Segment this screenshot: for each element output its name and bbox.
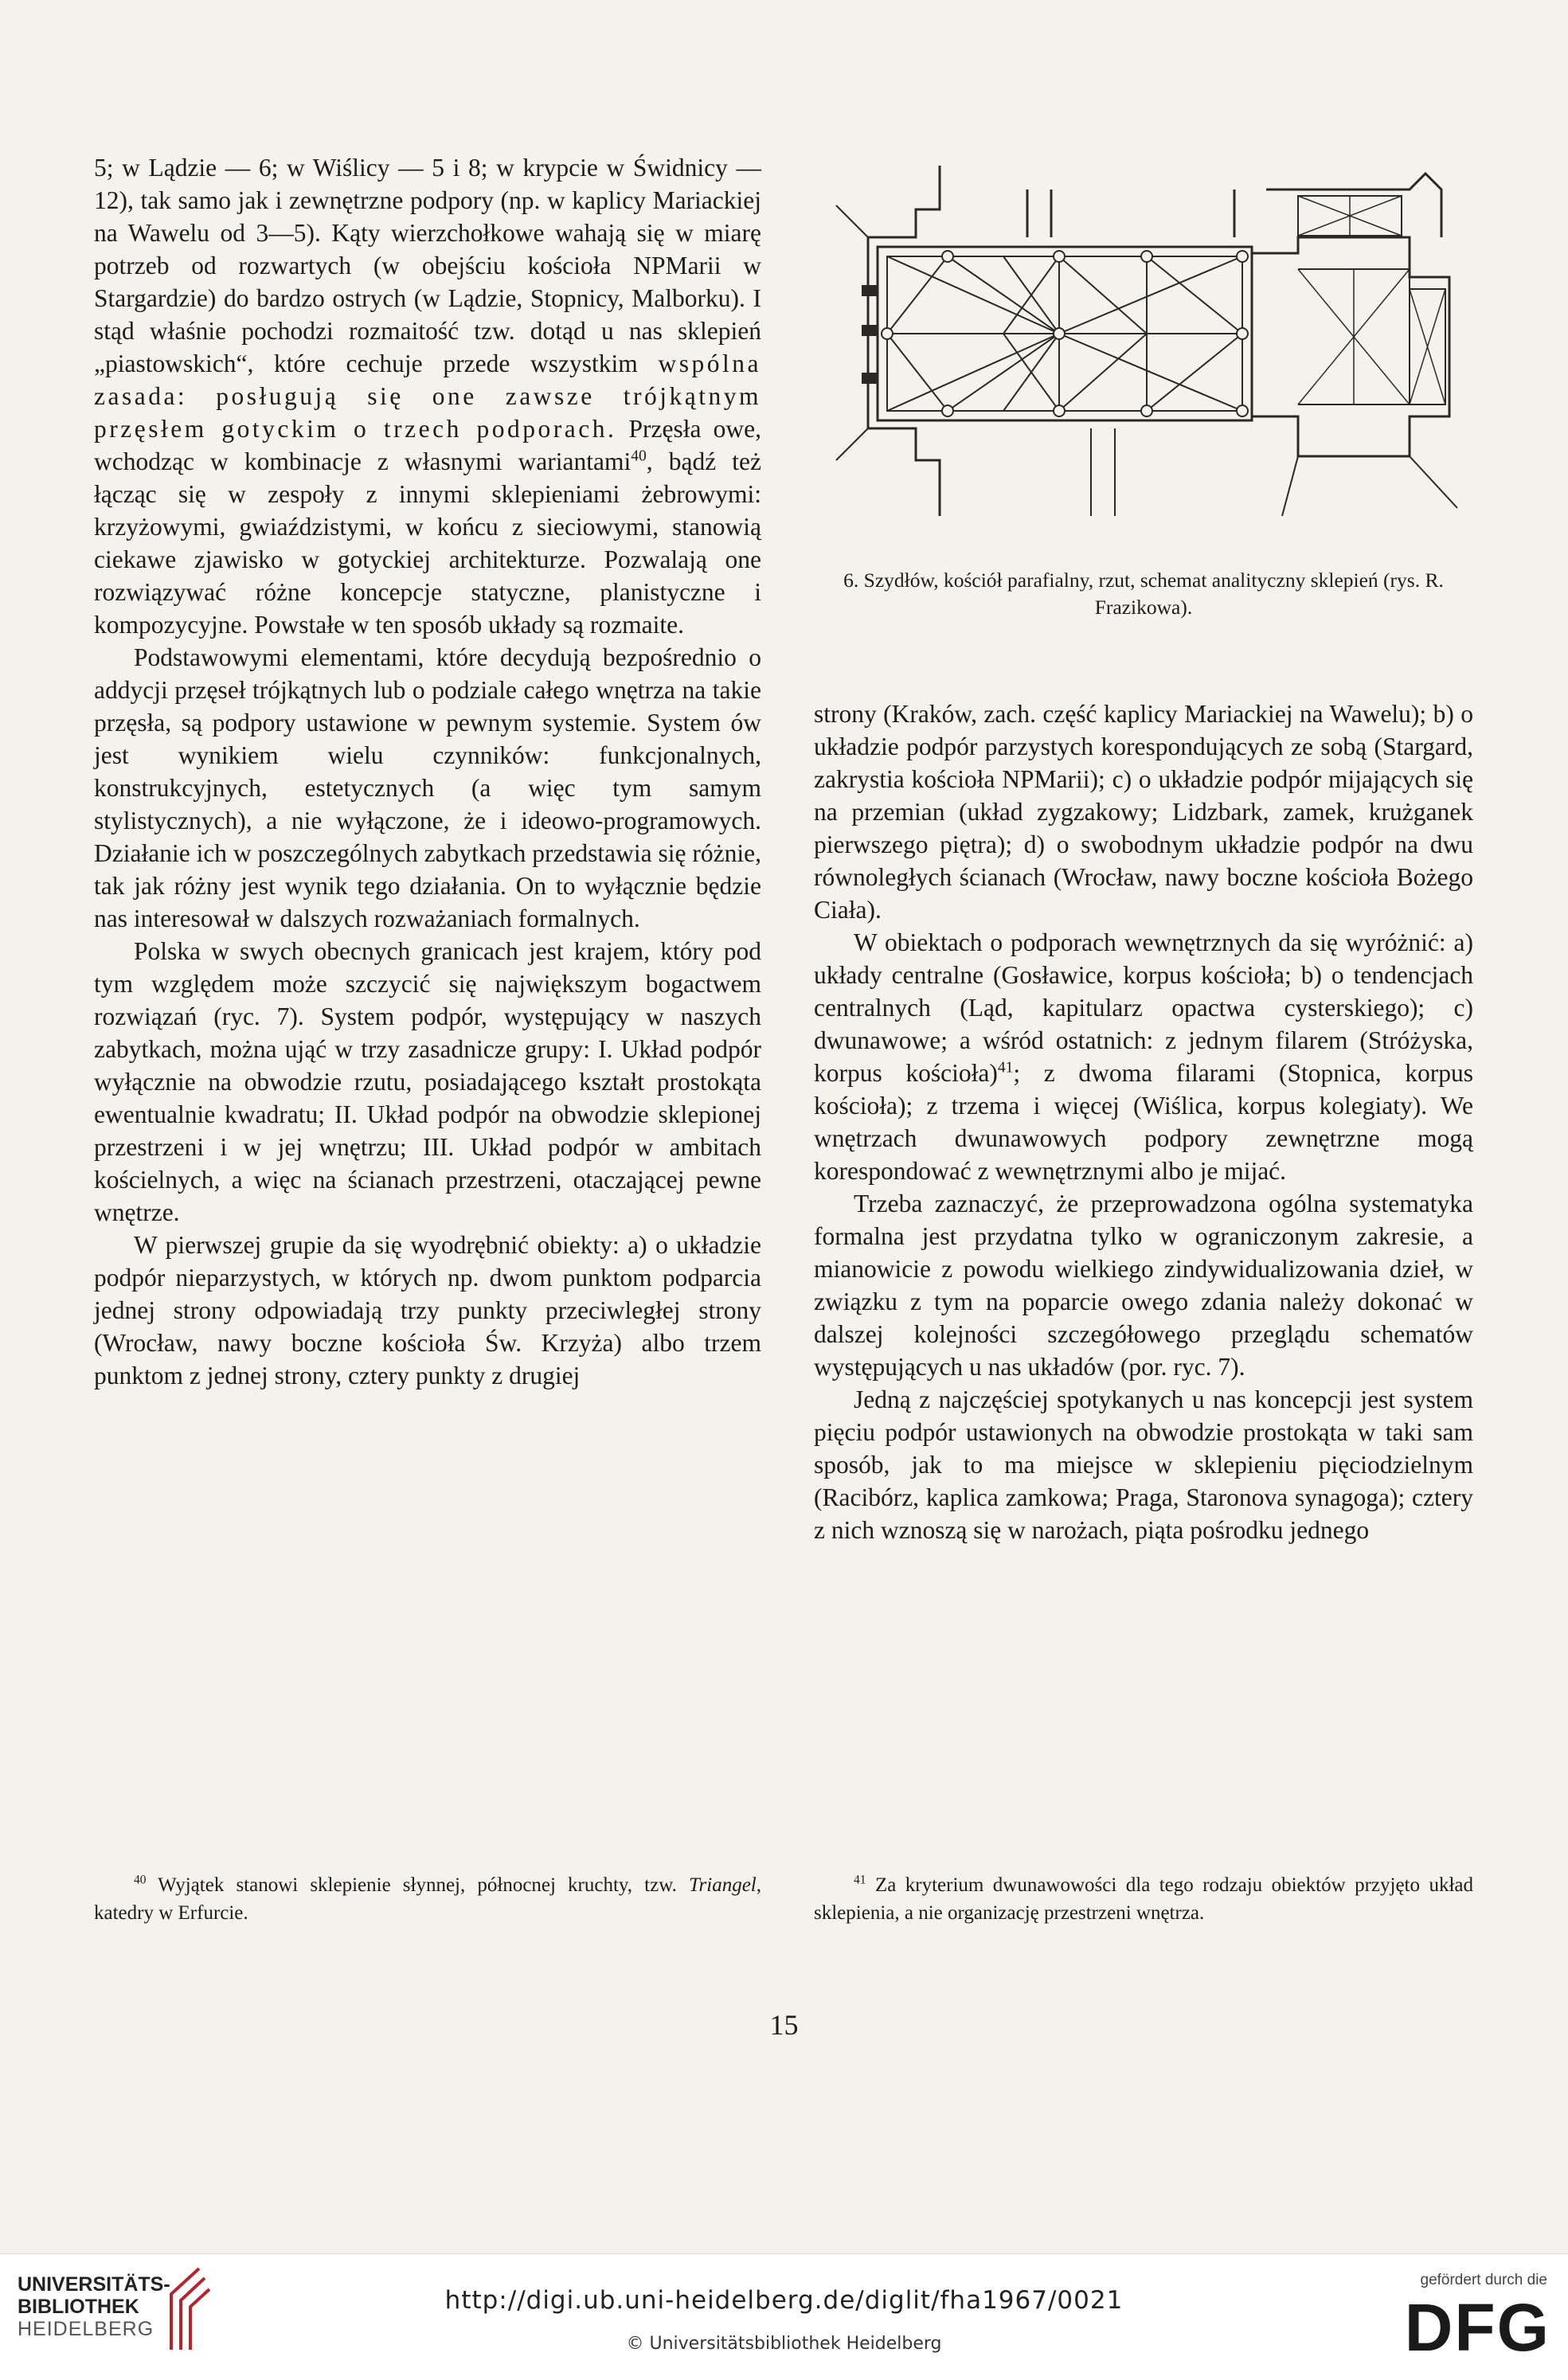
paragraph: Podstawowymi elementami, które decydują bezpośrednio o addycji przęseł trójkątnych lub o podziale całego wnętrza na takie przęsła, są podpory ustawione w pewnym systemie. System ów jest wynikiem wielu czynników: funkcjonalnych, konstrukcyjnych, estetycznych (a więc tym samym stylistycznych), a nie wyłączone, że i ideowo-programowych. Działanie ich w poszczególnych zabytkach przedstawia się różnie, tak jak różny jest wynik tego działania. On to wyłącznie będzie nas interesował w dalszych rozważaniach formalnych. [94,643,761,932]
footnote-ref-41[interactable]: 41 [997,1059,1014,1077]
floor-plan-figure [820,142,1473,540]
paragraph: W pierwszej grupie da się wyodrębnić obiekty: a) o układzie podpór nieparzystych, w których np. dwom punktom podparcia jednej strony odpowiadają trzy punkty przeciwległej strony (Wrocław, nawy boczne kościoła Św. Krzyża) albo trzem punktom z jednej strony, cztery punkty z drugiej [94,1231,761,1389]
copyright-notice: © Universitätsbibliothek Heidelberg [626,2334,942,2354]
library-name[interactable]: UNIVERSITÄTS- BIBLIOTHEK HEIDELBERG [18,2273,170,2340]
paragraph: Polska w swych obecnych granicach jest krajem, który pod tym względem może szczycić się największym bogactwem rozwiązań (ryc. 7). System podpór, występujący w naszych zabytkach, można ująć w trzy zasadnicze grupy: I. Układ podpór wyłącznie na obwodzie rzutu, posiadającego kształt prostokąta ewentualnie kwadratu; II. Układ podpór na obwodzie sklepionej przestrzeni i w jej wnętrzu; III. Układ podpór w ambitach kościelnych, a więc na ścianach przestrzeni, otaczającej pewne wnętrze. [94,937,761,1226]
paragraph: Trzeba zaznaczyć, że przeprowadzona ogólna systematyka formalna jest przydatna tylko w ograniczonym zakresie, a mianowicie z powodu wielkiego zindywidualizowania dzieł, w związku z tym na poparcie owego zdania należy dokonać w dalszej kolejności szczegółowego przeglądu schematów występujących u nas układów (por. ryc. 7). [814,1190,1473,1381]
figure-caption: 6. Szydłów, kościół parafialny, rzut, schemat analityczny sklepień (rys. R. Frazikowa). [843,569,1444,619]
viewer-footer [0,2253,1568,2380]
text-column-left [94,151,761,1392]
dfg-logo[interactable]: DFG [1404,2290,1550,2365]
footnote-40: $^{40}$ Wyjątek stanowi sklepienie słynnej, północnej kruchty, tzw. Triangel, katedry w Erfurcie. [94,1873,761,1924]
footnote-41: $^{41}$ Za kryterium dwunawowości dla tego rodzaju obiektów przyjęto układ sklepienia, a nie organizację przestrzeni wnętrza. [814,1873,1473,1924]
paragraph: strony (Kraków, zach. część kaplicy Mariackiej na Wawelu); b) o układzie podpór parzystych korespondujących ze sobą (Stargard, zakrystia kościoła NPMarii); c) o układzie podpór mijających się na przemian (układ zygzakowy; Lidzbark, zamek, krużganek pierwszego piętra); d) o swobodnym układzie podpór na dwu równoległych ścianach (Wrocław, nawy boczne kościoła Bożego Ciała). [814,700,1473,924]
paragraph: W obiektach o podporach wewnętrznych da się wyróżnić: a) układy centralne (Gosławice, korpus kościoła; b) o tendencjach centralnych (Ląd, kapitularz opactwa cysterskiego); c) dwunawowe; a wśród ostatnich: z jednym filarem (Stróżyska, korpus kościoła)$^{41}$; z dwoma filarami (Stopnica, korpus kościoła); z trzema i więcej (Wiślica, korpus kolegiaty). We wnętrzach dwunawowych podpory zewnętrzne mogą korespondować z wewnętrznymi albo je mijać. [814,928,1473,1185]
paragraph: 5; w Lądzie — 6; w Wiślicy — 5 i 8; w krypcie w Świdnicy — 12), tak samo jak i zewnętrzne podpory (np. w kaplicy Mariackiej na Wawelu od 3—5). Kąty wierzchołkowe wahają się w miarę potrzeb od rozwartych (w obejściu kościoła NPMarii w Stargardzie) do bardzo ostrych (w Lądzie, Stopnicy, Malborku). I stąd właśnie pochodzi rozmaitość tzw. dotąd u nas sklepień „piastowskich“, które cechuje przede wszystkim wspólna zasada: posługują się one zawsze trójkątnym przęsłem gotyckim o trzech podporach. Przęsła owe, wchodząc w kombinacje z własnymi wariantami$^{40}$, bądź też łącząc się w zespoły z innymi sklepieniami żebrowymi: krzyżowymi, gwiaździstymi, w końcu z sieciowymi, stanowią ciekawe zjawisko w gotyckiej architekturze. Pozwalają one rozwiązywać różne koncepcje statyczne, planistyczne i kompozycyjne. Powstałe w ten sposób układy są rozmaite. [94,154,761,639]
footnote-ref-40[interactable]: 40 [631,447,647,465]
page-number: 15 [769,2009,799,2041]
text-column-right [814,698,1473,1546]
funded-by-label: gefördert durch die [1420,2272,1547,2288]
paragraph: Jedną z najczęściej spotykanych u nas koncepcji jest system pięciu podpór ustawionych na obwodzie prostokąta w taki sam sposób, jak to ma miejsce w sklepieniu pięciodzielnym (Racibórz, kaplica zamkowa; Praga, Staronova synagoga); cztery z nich wznoszą się w narożach, piąta pośrodku jednego [814,1385,1473,1544]
permalink-url[interactable]: http://digi.ub.uni-heidelberg.de/diglit/fha1967/0021 [444,2286,1124,2315]
